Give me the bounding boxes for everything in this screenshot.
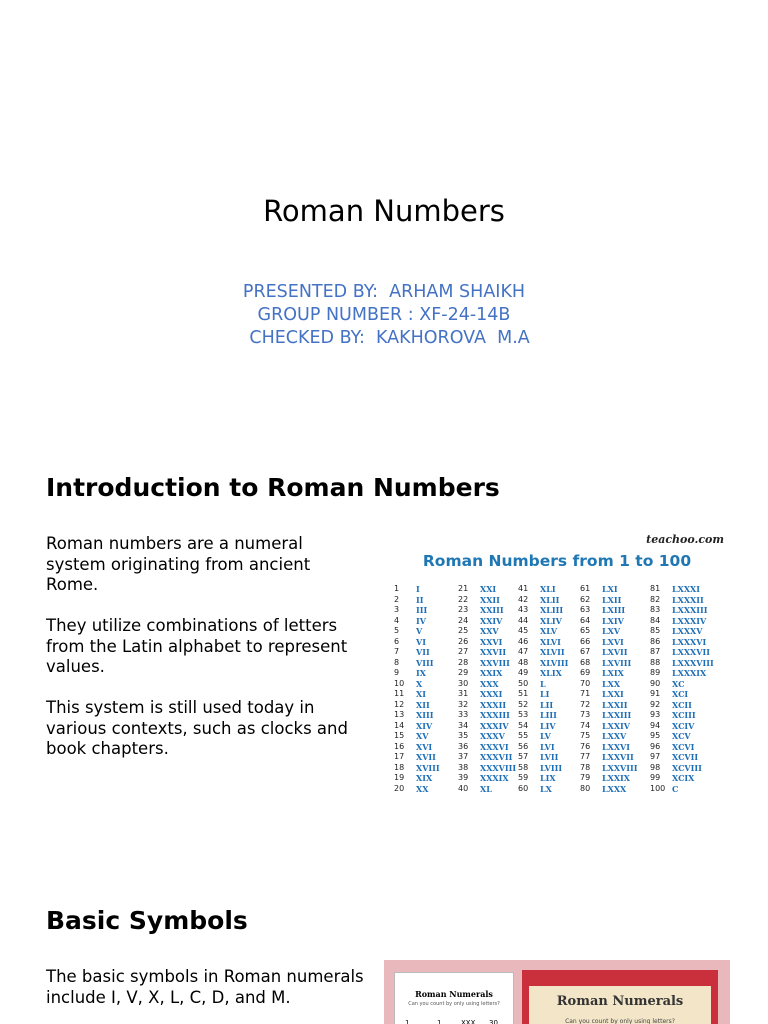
- table-numeral: XXXII: [480, 699, 507, 710]
- poster-subtitle: Can you count by only using letters?: [565, 1018, 675, 1024]
- table-numeral: XXI: [480, 584, 497, 594]
- table-numeral: LXIII: [602, 605, 626, 615]
- table-numeral: XXVII: [480, 647, 507, 657]
- table-number: 40: [458, 783, 469, 793]
- table-numeral: LXXVII: [602, 752, 634, 762]
- table-number: 9: [394, 668, 400, 677]
- table-numeral: VIII: [416, 657, 434, 668]
- intro-paragraph: Roman numbers are a numeral system originating from ancient Rome.: [46, 534, 311, 594]
- table-numeral: L: [540, 678, 546, 689]
- presenter-info: [0, 281, 768, 350]
- poster-title: Roman Numerals: [556, 994, 684, 1009]
- table-number: 67: [580, 647, 591, 656]
- table-number: 7: [394, 647, 400, 656]
- table-number: 55: [518, 731, 529, 740]
- table-numeral: XVI: [416, 741, 433, 752]
- table-numeral: XVII: [416, 752, 436, 762]
- table-numeral: LVII: [540, 752, 559, 762]
- table-number: 5: [394, 626, 400, 635]
- table-numeral: XXXVIII: [480, 762, 517, 773]
- table-number: 79: [580, 773, 591, 782]
- table-numeral: XLIII: [540, 605, 564, 615]
- table-numeral: XCVI: [672, 741, 695, 752]
- worksheet-card: [394, 972, 514, 1024]
- table-numeral: LXXVI: [602, 741, 630, 752]
- table-number: 50: [518, 678, 529, 688]
- worksheet-cell: 1: [437, 1019, 442, 1024]
- table-number: 28: [458, 657, 469, 667]
- table-numeral: XCIII: [672, 710, 696, 720]
- table-numeral: LI: [540, 689, 550, 699]
- table-numeral: IX: [416, 668, 426, 678]
- roman-numbers-table-image: [384, 527, 730, 797]
- table-numeral: XCIX: [672, 773, 695, 783]
- table-number: 12: [394, 699, 405, 709]
- table-numeral: LXXII: [602, 699, 628, 710]
- table-numeral: II: [416, 594, 424, 605]
- table-number: 78: [580, 762, 591, 772]
- group-number-line: GROUP NUMBER : XF-24-14B: [257, 305, 511, 325]
- table-numeral: LIX: [540, 773, 556, 783]
- table-number: 81: [650, 584, 661, 593]
- basic-symbols-text: The basic symbols in Roman numerals include I, V, X, L, C, D, and M.: [46, 967, 364, 1007]
- table-number: 66: [580, 636, 591, 646]
- table-numeral: XXIV: [480, 615, 503, 626]
- presented-by-line: PRESENTED BY: ARHAM SHAIKH: [242, 282, 526, 302]
- table-numeral: LXXV: [602, 731, 627, 741]
- table-number: 52: [518, 699, 529, 709]
- table-number: 73: [580, 710, 591, 719]
- table-numeral: XXV: [480, 626, 499, 636]
- table-numeral: LXXXII: [672, 594, 704, 605]
- intro-paragraph: They utilize combinations of letters from the Latin alphabet to represent values.: [46, 616, 348, 676]
- intro-text: [46, 534, 366, 780]
- table-numeral: LXII: [602, 594, 622, 605]
- table-number: 70: [580, 678, 591, 688]
- table-number: 32: [458, 699, 469, 709]
- table-numeral: LXVI: [602, 636, 624, 647]
- table-number: 39: [458, 773, 469, 782]
- table-number: 20: [394, 783, 405, 793]
- table-number: 45: [518, 626, 529, 635]
- table-number: 86: [650, 636, 661, 646]
- table-numeral: XCV: [672, 731, 691, 741]
- table-number: 31: [458, 689, 469, 698]
- table-number: 58: [518, 762, 529, 772]
- table-numeral: LXXIII: [602, 710, 632, 720]
- table-number: 34: [458, 720, 469, 730]
- table-number: 93: [650, 710, 661, 719]
- table-numeral: V: [416, 626, 423, 636]
- table-number: 30: [458, 678, 469, 688]
- checked-by-line: CHECKED BY: KAKHOROVA M.A: [238, 328, 530, 348]
- table-numeral: XLVIII: [540, 657, 569, 668]
- table-numeral: XXX: [480, 678, 499, 689]
- table-number: 47: [518, 647, 529, 656]
- table-number: 29: [458, 668, 469, 677]
- table-numeral: LXXVIII: [602, 762, 638, 773]
- table-number: 84: [650, 615, 661, 625]
- table-number: 22: [458, 594, 469, 604]
- worksheet-cell: 1: [405, 1019, 410, 1024]
- table-numeral: LVI: [540, 741, 555, 752]
- table-numeral: XIII: [416, 710, 434, 720]
- table-numeral: XCIV: [672, 720, 695, 731]
- table-numeral: XIV: [416, 720, 433, 731]
- table-number: 2: [394, 594, 400, 604]
- table-number: 10: [394, 678, 405, 688]
- table-number: 53: [518, 710, 529, 719]
- table-number: 62: [580, 594, 591, 604]
- table-number: 19: [394, 773, 405, 782]
- table-numeral: XIX: [416, 773, 433, 783]
- table-number: 56: [518, 741, 529, 751]
- table-number: 63: [580, 605, 591, 614]
- table-numeral: XCI: [672, 689, 689, 699]
- table-number: 87: [650, 647, 661, 656]
- table-numeral: LXXIV: [602, 720, 630, 731]
- table-number: 6: [394, 636, 400, 646]
- table-number: 89: [650, 668, 661, 677]
- table-numeral: LX: [540, 783, 552, 794]
- table-number: 91: [650, 689, 661, 698]
- table-number: 71: [580, 689, 591, 698]
- table-number: 18: [394, 762, 405, 772]
- table-numeral: XCII: [672, 699, 692, 710]
- table-numeral: LII: [540, 699, 554, 710]
- table-number: 90: [650, 678, 661, 688]
- table-number: 44: [518, 615, 529, 625]
- table-number: 60: [518, 783, 529, 793]
- table-numeral: XXIII: [480, 605, 504, 615]
- table-numeral: XV: [416, 731, 429, 741]
- table-number: 83: [650, 605, 661, 614]
- table-numeral: LXXIX: [602, 773, 630, 783]
- table-number: 41: [518, 584, 529, 593]
- table-numeral: XI: [416, 689, 426, 699]
- table-numeral: LV: [540, 731, 551, 741]
- table-numeral: XII: [416, 699, 430, 710]
- table-number: 49: [518, 668, 529, 677]
- table-title: Roman Numbers from 1 to 100: [422, 552, 692, 570]
- brand-logo: teachoo.com: [646, 533, 724, 546]
- table-numeral: LXIX: [602, 668, 624, 678]
- table-numeral: LIII: [540, 710, 557, 720]
- table-number: 13: [394, 710, 405, 719]
- table-numeral: LXXI: [602, 689, 624, 699]
- table-number: 27: [458, 647, 469, 656]
- table-numeral: C: [672, 783, 679, 794]
- table-number: 38: [458, 762, 469, 772]
- table-number: 100: [650, 783, 666, 793]
- table-numeral: LXXXIV: [672, 615, 707, 626]
- intro-paragraph: This system is still used today in various contexts, such as clocks and book chapters.: [46, 698, 348, 758]
- table-numeral: LXIV: [602, 615, 624, 626]
- table-number: 75: [580, 731, 591, 740]
- table-numeral: XLVII: [540, 647, 565, 657]
- table-number: 11: [394, 689, 405, 698]
- table-number: 37: [458, 752, 469, 761]
- table-numeral: XXVIII: [480, 657, 510, 668]
- table-number: 24: [458, 615, 469, 625]
- table-number: 77: [580, 752, 591, 761]
- table-number: 96: [650, 741, 661, 751]
- table-number: 95: [650, 731, 661, 740]
- roman-numerals-thumbnail: [384, 960, 730, 1024]
- table-number: 4: [394, 615, 400, 625]
- table-number: 51: [518, 689, 529, 698]
- table-numeral: LXXXI: [672, 584, 700, 594]
- table-numeral: XXXIV: [480, 720, 509, 731]
- table-number: 76: [580, 741, 591, 751]
- table-number: 36: [458, 741, 469, 751]
- table-numeral: I: [416, 584, 420, 594]
- table-numeral: LXXXIX: [672, 668, 707, 678]
- table-number: 43: [518, 605, 529, 614]
- table-numeral: LXX: [602, 678, 621, 689]
- table-number: 46: [518, 636, 529, 646]
- table-numeral: XXIX: [480, 668, 503, 678]
- table-number: 99: [650, 773, 661, 782]
- table-number: 88: [650, 657, 661, 667]
- table-number: 92: [650, 699, 661, 709]
- table-number: 57: [518, 752, 529, 761]
- table-numeral: XL: [480, 783, 492, 794]
- table-numeral: XCVII: [672, 752, 699, 762]
- table-numeral: XVIII: [416, 762, 440, 773]
- worksheet-subtitle: Can you count by only using letters?: [408, 1001, 500, 1007]
- table-numeral: XXXIX: [480, 773, 509, 783]
- table-number: 35: [458, 731, 469, 740]
- table-numeral: XLIX: [540, 668, 562, 678]
- table-numeral: XXII: [480, 594, 500, 605]
- table-number: 68: [580, 657, 591, 667]
- table-numeral: LXVIII: [602, 657, 632, 668]
- table-numeral: XXXIII: [480, 710, 510, 720]
- table-numeral: VI: [416, 636, 426, 647]
- table-number: 15: [394, 731, 405, 740]
- slide-title: Roman Numbers: [263, 194, 505, 228]
- table-number: 65: [580, 626, 591, 635]
- table-numeral: XXXVI: [480, 741, 509, 752]
- table-numeral: LXXX: [602, 783, 627, 794]
- table-number: 69: [580, 668, 591, 677]
- table-number: 42: [518, 594, 529, 604]
- table-numeral: XLV: [540, 626, 558, 636]
- table-number: 64: [580, 615, 591, 625]
- table-numeral: III: [416, 605, 428, 615]
- table-numeral: VII: [416, 647, 430, 657]
- table-number: 48: [518, 657, 529, 667]
- table-numeral: LIV: [540, 720, 556, 731]
- table-numeral: LXV: [602, 626, 621, 636]
- table-numeral: LXVII: [602, 647, 628, 657]
- table-number: 98: [650, 762, 661, 772]
- table-number: 33: [458, 710, 469, 719]
- table-numeral: XX: [416, 783, 429, 794]
- poster-panel: [529, 986, 711, 1024]
- table-numeral: LXXXV: [672, 626, 703, 636]
- poster-card: [522, 970, 718, 1024]
- table-number: 14: [394, 720, 405, 730]
- table-number: 8: [394, 657, 400, 667]
- table-numeral: IV: [416, 615, 426, 626]
- table-numeral: LXXXVI: [672, 636, 707, 647]
- worksheet-title: Roman Numerals: [415, 989, 493, 999]
- table-numeral: XXXV: [480, 731, 505, 741]
- worksheet-cell: 30: [489, 1019, 498, 1024]
- table-number: 59: [518, 773, 529, 782]
- table-number: 80: [580, 783, 591, 793]
- table-number: 72: [580, 699, 591, 709]
- table-number: 82: [650, 594, 661, 604]
- table-number: 26: [458, 636, 469, 646]
- table-numeral: X: [416, 678, 423, 689]
- table-number: 85: [650, 626, 661, 635]
- table-number: 17: [394, 752, 405, 761]
- table-number: 21: [458, 584, 469, 593]
- table-numeral: LXXXIII: [672, 605, 708, 615]
- worksheet-cell: XXX: [461, 1019, 476, 1024]
- table-numeral: XXVI: [480, 636, 503, 647]
- table-number: 54: [518, 720, 529, 730]
- table-number: 1: [394, 584, 400, 593]
- table-numeral: XLVI: [540, 636, 561, 647]
- table-numeral: XLII: [540, 594, 560, 605]
- basic-symbols-heading: Basic Symbols: [46, 906, 248, 935]
- table-numeral: LVIII: [540, 762, 563, 773]
- table-number: 16: [394, 741, 405, 751]
- table-numeral: XXXI: [480, 689, 503, 699]
- table-number: 97: [650, 752, 661, 761]
- table-number: 61: [580, 584, 591, 593]
- table-number: 74: [580, 720, 591, 730]
- table-number: 94: [650, 720, 661, 730]
- table-numeral: XC: [672, 678, 685, 689]
- table-numeral: XXXVII: [480, 752, 513, 762]
- table-numeral: LXXXVIII: [672, 657, 714, 668]
- table-number: 3: [394, 605, 400, 614]
- table-numeral: XCVIII: [672, 762, 702, 773]
- intro-heading: Introduction to Roman Numbers: [46, 473, 500, 502]
- table-number: 23: [458, 605, 469, 614]
- table-numeral: XLIV: [540, 615, 562, 626]
- table-numeral: LXXXVII: [672, 647, 710, 657]
- table-numeral: XLI: [540, 584, 556, 594]
- table-numeral: LXI: [602, 584, 618, 594]
- table-number: 25: [458, 626, 469, 635]
